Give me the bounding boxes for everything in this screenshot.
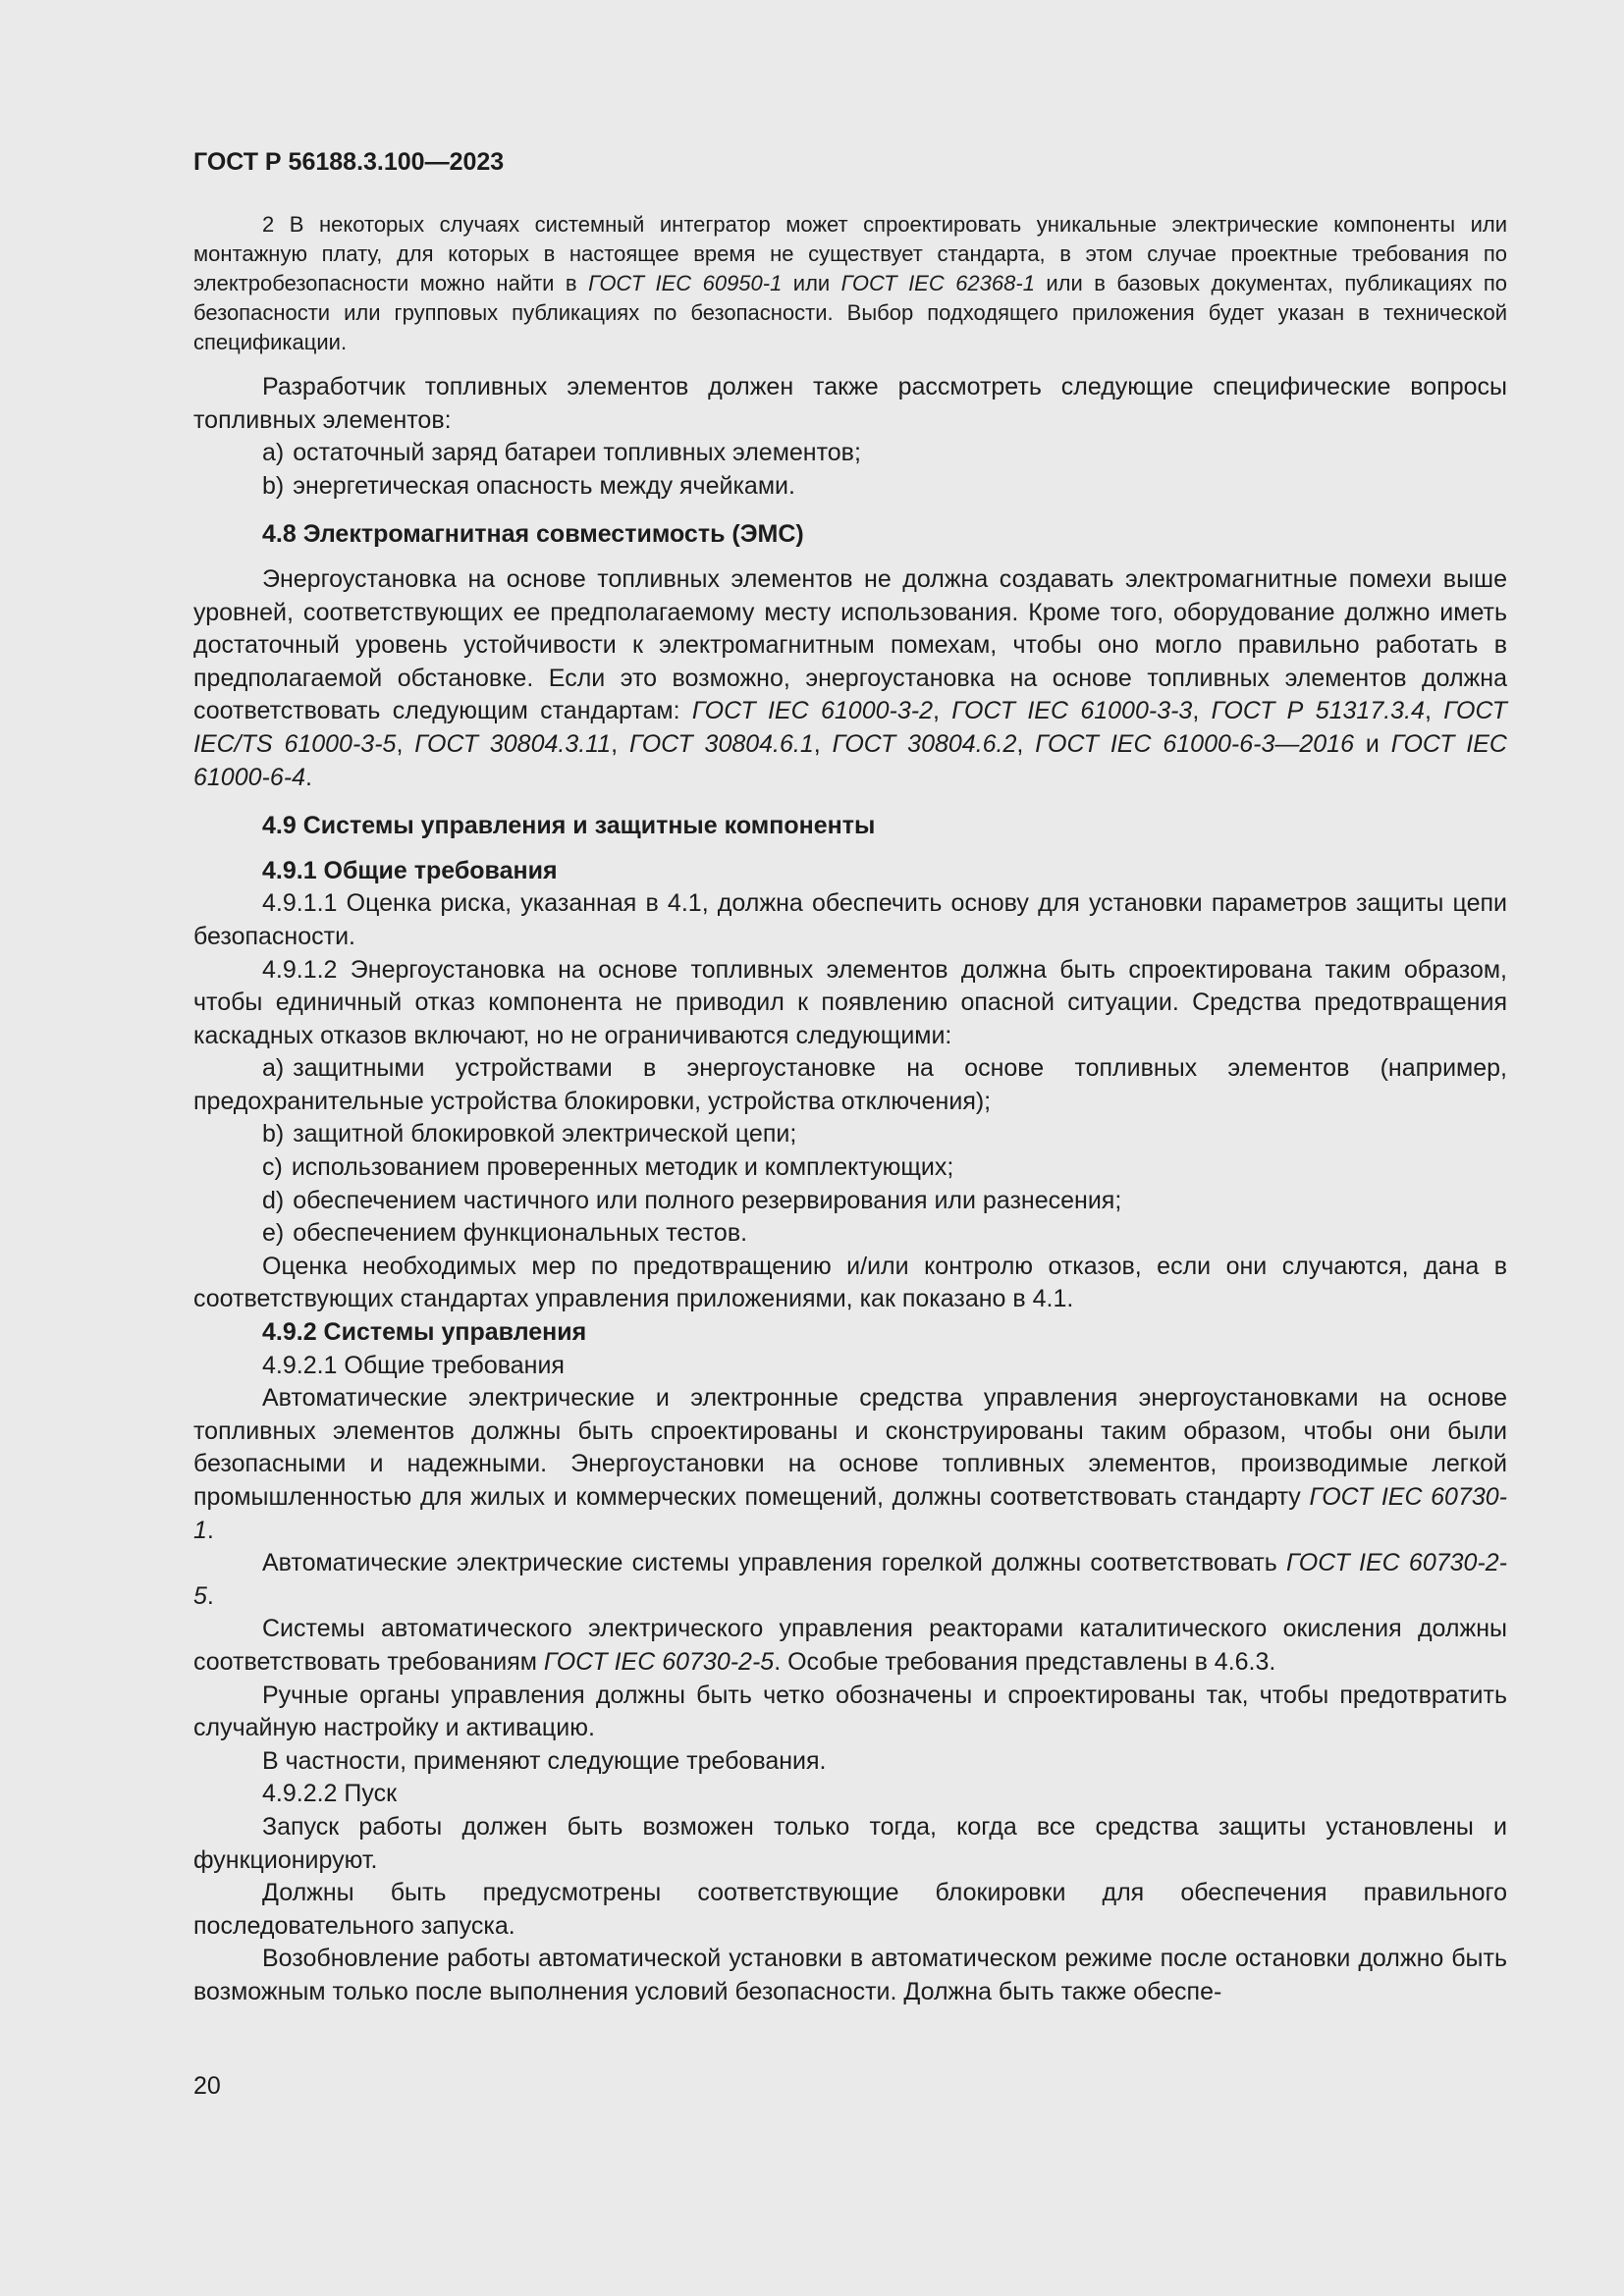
- standard-ref: ГОСТ IEC 60730-2-5: [193, 1549, 1507, 1610]
- start-paragraph-1: Запуск работы должен быть возможен только тогда, когда все средства защиты установлены и функционируют.: [193, 1812, 1507, 1874]
- note-2-text-b: или: [782, 271, 841, 295]
- standard-ref: ГОСТ IEC 60730-2-5: [543, 1647, 775, 1676]
- list-marker: d): [262, 1186, 285, 1214]
- list-marker: a): [262, 439, 285, 467]
- list-item-text: энергетическая опасность между ячейками.: [293, 471, 795, 500]
- standard-ref: ГОСТ 30804.3.11: [414, 729, 612, 758]
- burner-text: Автоматические электрические системы управления горелкой должны соответствовать: [262, 1549, 1287, 1577]
- separator: ,: [1424, 697, 1444, 725]
- clause-4-9-2-1-title: 4.9.2.1 Общие требования: [262, 1351, 565, 1379]
- reactor-text-end: . Особые требования представлены в 4.6.3.: [774, 1647, 1276, 1676]
- list-marker: a): [262, 1054, 285, 1083]
- standard-ref: ГОСТ 30804.6.2: [832, 729, 1017, 758]
- document-header: ГОСТ Р 56188.3.100—2023: [193, 148, 505, 176]
- document-page: [193, 147, 1507, 2009]
- start-paragraph-3: Возобновление работы автоматической установки в автоматическом режиме после остановки должно быть возможным только после выполнения условий безопасности. Должна быть также обеспе-: [193, 1945, 1507, 2005]
- note-2-standard-2: ГОСТ IEC 62368-1: [840, 271, 1035, 295]
- separator: ,: [1192, 697, 1212, 725]
- list-marker: b): [262, 1120, 285, 1148]
- standard-ref: ГОСТ 30804.6.1: [628, 729, 814, 758]
- reactor-controls-paragraph: [193, 1613, 1507, 1679]
- burner-controls-paragraph: [193, 1547, 1507, 1613]
- standard-ref: ГОСТ Р 51317.3.4: [1211, 697, 1425, 725]
- separator: и: [1353, 729, 1391, 758]
- clause-4-9-1-1: 4.9.1.1 Оценка риска, указанная в 4.1, должна обеспечить основу для установки параметров защиты цепи безопасности.: [193, 889, 1507, 950]
- list-item: [193, 470, 1507, 504]
- standard-ref: ГОСТ IEC 61000-6-4: [193, 729, 1507, 791]
- separator: ,: [396, 729, 415, 758]
- list-item-text: обеспечением функциональных тестов.: [293, 1219, 748, 1248]
- list-marker: c): [262, 1153, 283, 1182]
- failure-assessment: Оценка необходимых мер по предотвращению и/или контролю отказов, если они случаются, дана в соответствующих стандартах управления приложениями, как показано в 4.1.: [193, 1252, 1507, 1313]
- list-item: [193, 1052, 1507, 1118]
- automatic-controls-text: Автоматические электрические и электронные средства управления энергоустановками на основе топливных элементов должны быть спроектированы и сконструированы таким образом, чтобы они были безопасными и надежными. Энергоустановки на основе топливных элементов, производимые легкой промышленностью для жилых и коммерческих помещений, должны соответствовать стандарту: [193, 1384, 1507, 1511]
- list-item-text: остаточный заряд батареи топливных элементов;: [293, 439, 861, 467]
- sentence-end: .: [304, 763, 312, 791]
- sentence-end: .: [206, 1516, 214, 1544]
- list-item: [193, 437, 1507, 470]
- list-item: [193, 1185, 1507, 1218]
- standard-ref: ГОСТ IEC/TS 61000-3-5: [193, 697, 1507, 758]
- sentence-end: .: [206, 1581, 214, 1610]
- emc-text: Энергоустановка на основе топливных элементов не должна создавать электромагнитные помехи выше уровней, соответствующих ее предполагаемому месту использования. Кроме того, оборудование должно иметь достаточный уровень устойчивости к электромагнитным помехам, чтобы оно могло правильно работать в предполагаемой обстановке. Если это возможно, энергоустановка на основе топливных элементов должна соответствовать следующим стандартам:: [193, 564, 1507, 725]
- clause-4-9-1-2: 4.9.1.2 Энергоустановка на основе топливных элементов должна быть спроектирована таким образом, чтобы единичный отказ компонента не приводил к появлению опасной ситуации. Средства предотвращения каскадных отказов включают, но не ограничиваются следующими:: [193, 955, 1507, 1049]
- list-item-text: защитными устройствами в энергоустановке на основе топливных элементов (например, предохранительные устройства блокировки, устройства отключения);: [193, 1054, 1507, 1115]
- note-2-standard-1: ГОСТ IEC 60950-1: [588, 271, 783, 295]
- standard-ref: ГОСТ IEC 60730-1: [193, 1483, 1507, 1544]
- separator: ,: [611, 729, 629, 758]
- note-2: [193, 210, 1507, 357]
- page-number: 20: [193, 2072, 221, 2100]
- manual-controls-paragraph: Ручные органы управления должны быть четко обозначены и спроектированы так, чтобы предотвратить случайную настройку и активацию.: [193, 1681, 1507, 1742]
- clause-4-9-2-2-title: 4.9.2.2 Пуск: [262, 1780, 398, 1808]
- standard-ref: ГОСТ IEC 61000-6-3—2016: [1035, 729, 1354, 758]
- start-paragraph-2: Должны быть предусмотрены соответствующие блокировки для обеспечения правильного последовательного запуска.: [193, 1879, 1507, 1940]
- standard-ref: ГОСТ IEC 61000-3-3: [951, 697, 1193, 725]
- list-item: [193, 1217, 1507, 1251]
- list-item-text: использованием проверенных методик и комплектующих;: [291, 1153, 954, 1182]
- standard-ref: ГОСТ IEC 61000-3-2: [691, 697, 933, 725]
- automatic-controls-paragraph: [193, 1382, 1507, 1547]
- list-item: [193, 1151, 1507, 1185]
- note-2-text-a: 2 В некоторых случаях системный интегратор может спроектировать уникальные электрические компоненты или монтажную плату, для которых в настоящее время не существует стандарта, в этом случае проектные требования по электробезопасности можно найти в: [193, 212, 1507, 295]
- particular-requirements: В частности, применяют следующие требования.: [262, 1746, 827, 1775]
- list-marker: b): [262, 471, 285, 500]
- section-4-8-text: [193, 563, 1507, 794]
- list-item-text: обеспечением частичного или полного резервирования или разнесения;: [293, 1186, 1122, 1214]
- list-marker: e): [262, 1219, 285, 1248]
- section-4-9-heading: 4.9 Системы управления и защитные компоненты: [262, 812, 876, 840]
- separator: ,: [932, 697, 952, 725]
- section-4-8-heading: 4.8 Электромагнитная совместимость (ЭМС): [262, 520, 804, 549]
- list-item-text: защитной блокировкой электрической цепи;: [293, 1120, 797, 1148]
- reactor-text: Системы автоматического электрического управления реакторами каталитического окисления должны соответствовать требованиям: [193, 1615, 1507, 1676]
- section-4-9-2-heading: 4.9.2 Системы управления: [262, 1318, 587, 1347]
- fuel-cell-intro: Разработчик топливных элементов должен также рассмотреть следующие специфические вопросы топливных элементов:: [193, 373, 1507, 434]
- list-item: [193, 1118, 1507, 1151]
- separator: ,: [813, 729, 833, 758]
- separator: ,: [1016, 729, 1036, 758]
- note-2-text-c: или в базовых документах, публикациях по безопасности или групповых публикациях по безопасности. Выбор подходящего приложения будет указан в технической спецификации.: [193, 271, 1507, 354]
- section-4-9-1-heading: 4.9.1 Общие требования: [262, 856, 558, 884]
